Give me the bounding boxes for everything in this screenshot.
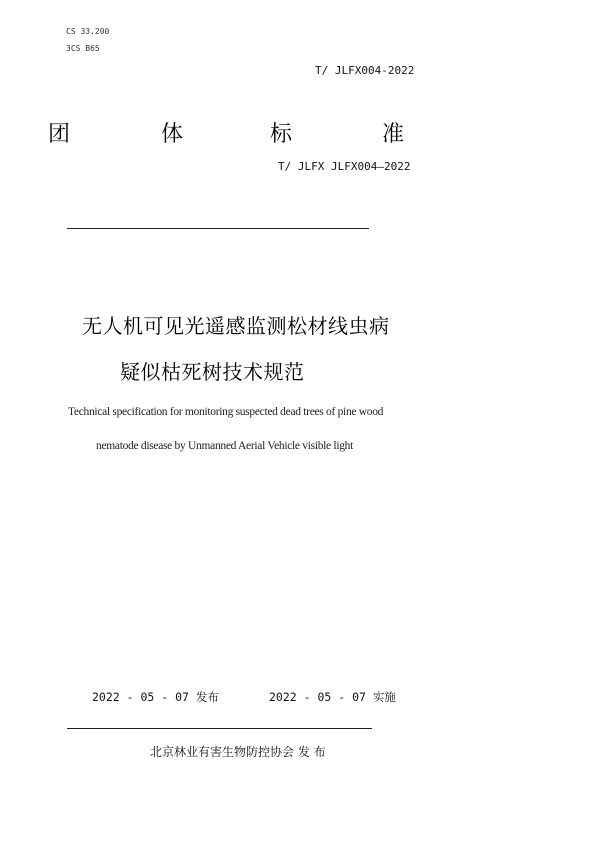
category-char-4: 准: [382, 122, 405, 147]
publish-date: 2022 - 05 - 07 发布: [92, 690, 219, 704]
ccs-code: 3CS B65: [66, 44, 100, 53]
standard-number-top: T/ JLFX004-2022: [315, 64, 415, 77]
english-title-line-2: nematode disease by Unmanned Aerial Vehicle visible light: [96, 440, 354, 452]
title-line-1: 无人机可见光遥感监测松材线虫病: [82, 314, 390, 338]
issuer: 北京林业有害生物防控协会 发 布: [150, 745, 326, 759]
header-divider: [67, 228, 369, 229]
ics-code: CS 33.200: [66, 27, 110, 36]
standard-number: T/ JLFX JLFX004—2022: [278, 160, 411, 173]
category-char-3: 标: [270, 122, 293, 147]
english-title-line-1: Technical specification for monitoring suspected dead trees of pine wood: [68, 406, 384, 418]
category-char-1: 团: [48, 122, 71, 147]
implement-date: 2022 - 05 - 07 实施: [269, 690, 396, 704]
title-line-2: 疑似枯死树技术规范: [120, 360, 305, 384]
footer-divider: [67, 728, 372, 729]
category-char-2: 体: [161, 122, 184, 147]
